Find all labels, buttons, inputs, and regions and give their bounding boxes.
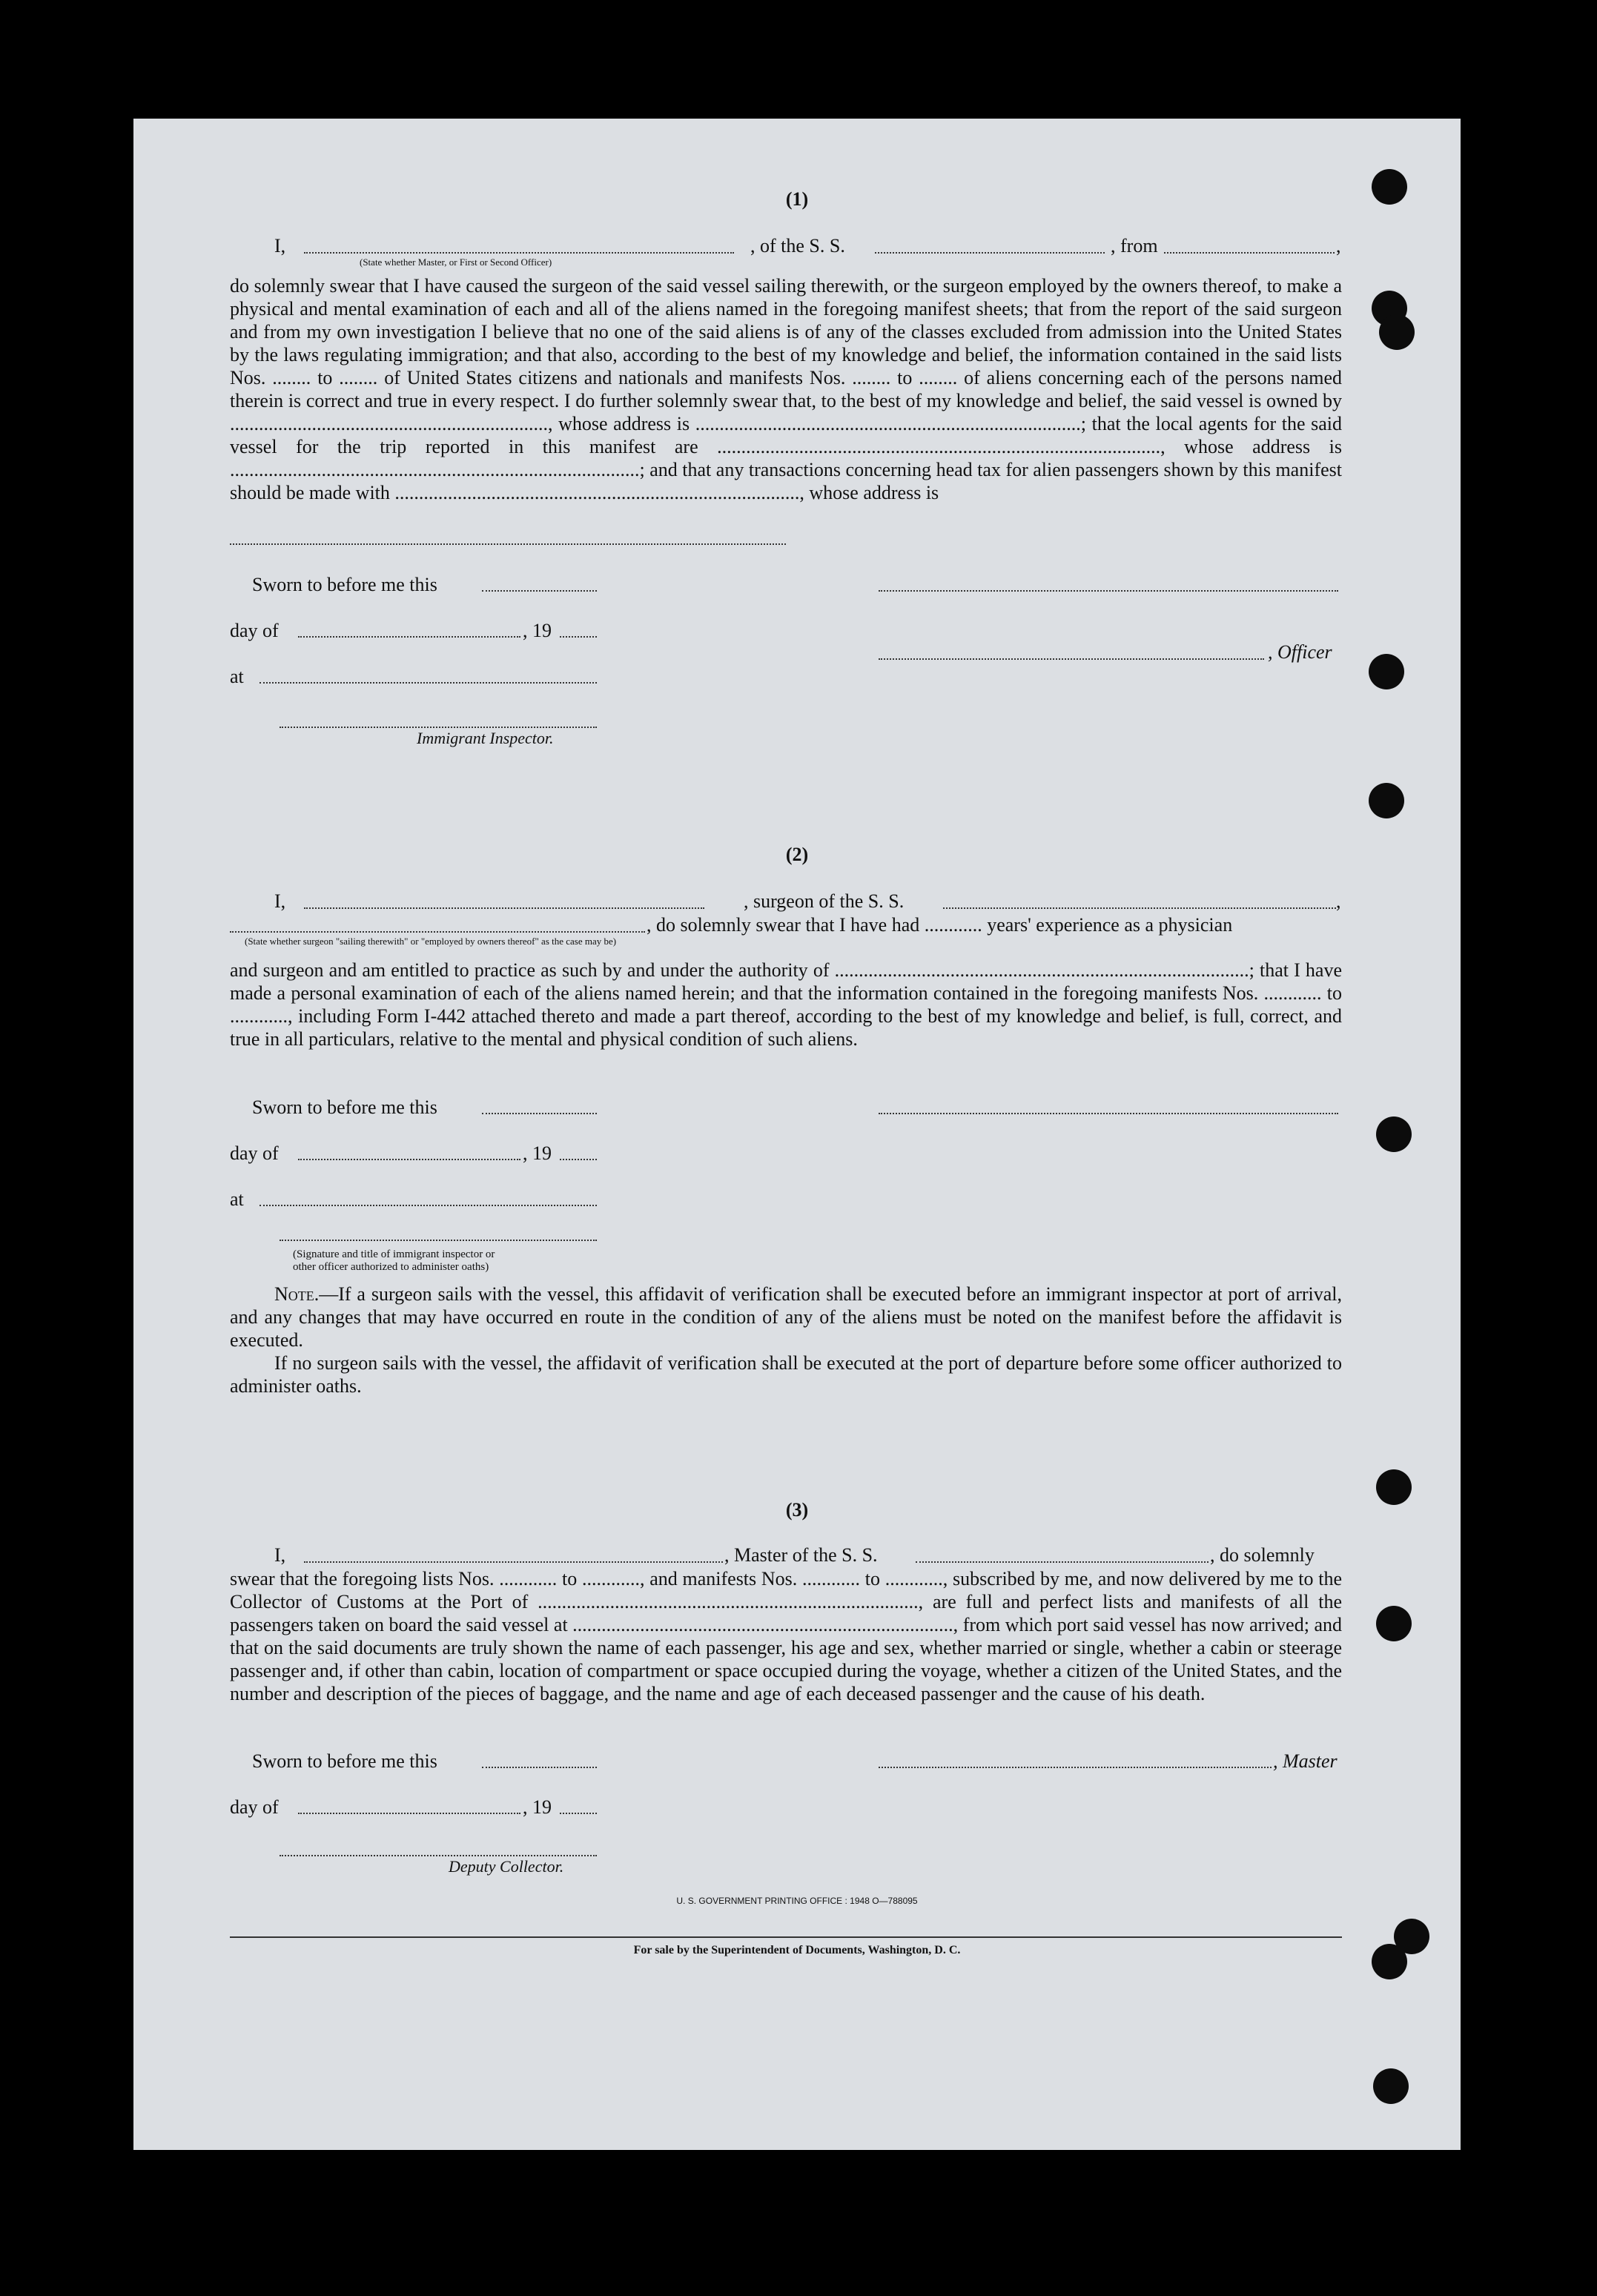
punch-hole <box>1379 314 1415 350</box>
vessel-name-line[interactable] <box>875 252 1105 254</box>
s2-body: and surgeon and am entitled to practice as such by and under the authority of ......................................................................................; that I have made a personal examination of each of the aliens named herein; and that the information contained in the foregoing manifests Nos. ............ to ............, including Form I-442 attached thereto and made a part thereof, according to the best of my knowledge and belief, is full, correct, and true in all particulars, relative to the mental and physical condition of such aliens. <box>230 959 1342 1050</box>
s3-day-of-line[interactable] <box>298 1813 520 1814</box>
s2-line2: , do solemnly swear that I have had ............ years' experience as a physician <box>647 914 1233 936</box>
note-label: Note. <box>274 1283 320 1305</box>
s3-collector: Deputy Collector. <box>449 1857 564 1876</box>
s3-master-name-line[interactable] <box>304 1561 723 1563</box>
note-body: —If a surgeon sails with the vessel, this affidavit of verification shall be executed before an immigrant inspector at port of arrival, and any changes that may have occurred en route in the condition of any of the aliens must be noted on the manifest before the affidavit is executed. <box>230 1283 1342 1351</box>
sworn-day-line[interactable] <box>482 590 597 592</box>
s1-sworn: Sworn to before me this <box>252 574 437 595</box>
s2-at-line[interactable] <box>259 1205 597 1206</box>
s2-vessel-line[interactable] <box>943 907 1336 909</box>
form-sheet: (1) I, , of the S. S. , from , (State whether Master, or First or Second Officer) do solemnly swear that I have caused the surgeon of the said vessel sailing therewith, or the surgeon employed by the owners thereof, to make a physical and mental examination of each and all of the aliens named in the foregoing manifest sheets; that from the report of the said surgeon and from my own investigation I believe that no one of the said aliens is of any of the classes excluded from admission into the United States by the laws regulating immigration; and that also, according to the best of my knowledge and belief, the information contained in the said lists Nos. ........ to ........ of United States citizens and nationals and manifests Nos. ........ to ........ of aliens concerning each of the persons named therein is correct and true in every respect. I do further solemnly swear that, to the best of my knowledge and belief, the said vessel is owned by .................................................................., whose address is ................................................................................; that the local agents for the said vessel for the trip reported in this manifest are ............................................................................................, whose address is .....................................................................................; and that any transactions concerning head tax for alien passengers shown by this manifest should be made with ...................................................................................., whose address is Sworn to before me this day of , 19 , Officer at Immigrant Inspector. (2) I, , surgeon of the S. S. , , do solemnly swear that I have had ............ years' experience as a physician (State whether surgeon "sailing therewith" or "employed by owners thereof" as the case may be) and surgeon and am entitled to practice as such by and under the authority of ......................................................................................; that I have made a personal examination of each of the aliens named herein; and that the information contained in the foregoing manifests Nos. ............ to ............, including Form I-442 attached thereto and made a part thereof, according to the best of my knowledge and belief, is full, correct, and true in all particulars, relative to the mental and physical condition of such aliens. Sworn to before me this day of , 19 at (Signature and title of immigrant inspector or other officer authorized to administer oaths) Note.—If a surgeon sails with the vessel, this affidavit of verification shall be executed before an immigrant inspector at port of arrival, and any changes that may have occurred en route in the condition of any of the aliens must be noted on the manifest before the affidavit is executed. If no surgeon sails with the vessel, the affidavit of verification shall be executed at the port of departure before some officer authorized to administer oaths. (3) I, , Master of the S. S. , do solemnly swear that the foregoing lists Nos. ............ to ............, and manifests Nos. ............ to ............, subscribed by me, and now delivered by me to the Collector of Customs at the Port of ..............................................................................., are full and perfect lists and manifests of all the passengers taken on board the said vessel at ..............................................................................., from which port said vessel has now arrived; and that on the said documents are truly shown the name of each passenger, his age and sex, whether married or single, whether a cabin or steerage passenger and, if other than cabin, location of compartment or space occupied during the voyage, whether a citizen of the United States, and the number and description of the pieces of baggage, and the name and age of each deceased passenger and the cause of his death. Sworn to before me this , Master day of , 19 Deputy Collector. U. S. GOVERNMENT PRINTING OFFICE : 1948 O—788095 For sale by the Superintendent of Documents, Washington, D. C. <box>133 119 1461 2150</box>
s2-day-of-line[interactable] <box>298 1159 520 1160</box>
s3-master: , Master <box>1273 1750 1338 1772</box>
s3-sworn: Sworn to before me this <box>252 1750 437 1772</box>
section-1-heading: (1) <box>785 188 809 210</box>
section-2-heading: (2) <box>785 844 809 865</box>
s3-vessel-line[interactable] <box>916 1561 1209 1563</box>
s2-sworn: Sworn to before me this <box>252 1096 437 1118</box>
s2-inspector-signature-line[interactable] <box>280 1240 597 1241</box>
gpo-imprint: U. S. GOVERNMENT PRINTING OFFICE : 1948 O—788095 <box>676 1896 918 1906</box>
s3-master-of: , Master of the S. S. <box>724 1544 878 1566</box>
master-signature-line[interactable] <box>879 1767 1272 1768</box>
day-of-line[interactable] <box>298 636 520 638</box>
surgeon-name-line[interactable] <box>304 907 704 909</box>
s2-sig-caption-2: other officer authorized to administer oaths) <box>293 1261 489 1273</box>
s1-i: I, <box>274 235 286 257</box>
punch-hole <box>1376 1606 1412 1641</box>
s1-inspector: Immigrant Inspector. <box>417 729 554 747</box>
s2-at: at <box>230 1188 244 1210</box>
punch-hole <box>1376 1116 1412 1152</box>
collector-signature-line[interactable] <box>280 1855 597 1856</box>
s1-body: do solemnly swear that I have caused the surgeon of the said vessel sailing therewith, or the surgeon employed by the owners thereof, to make a physical and mental examination of each and all of the aliens named in the foregoing manifest sheets; that from the report of the said surgeon and from my own investigation I believe that no one of the said aliens is of any of the classes excluded from admission into the United States by the laws regulating immigration; and that also, according to the best of my knowledge and belief, the information contained in the said lists Nos. ........ to ........ of United States citizens and nationals and manifests Nos. ........ to ........ of aliens concerning each of the persons named therein is correct and true in every respect. I do further solemnly swear that, to the best of my knowledge and belief, the said vessel is owned by .................................................................., whose address is ................................................................................; that the local agents for the said vessel for the trip reported in this manifest are ............................................................................................, whose address is .....................................................................................; and that any transactions concerning head tax for alien passengers shown by this manifest should be made with ...................................................................................., whose address is <box>230 275 1342 503</box>
s1-day: day of <box>230 620 279 641</box>
sale-notice: For sale by the Superintendent of Documents, Washington, D. C. <box>633 1944 961 1956</box>
s2-surgeon: , surgeon of the S. S. <box>744 890 905 912</box>
s2-year-line[interactable] <box>560 1159 597 1160</box>
s2-note2: If no surgeon sails with the vessel, the affidavit of verification shall be executed at the port of departure before some officer authorized to administer oaths. <box>230 1352 1342 1397</box>
s2-note <box>230 1283 1342 1352</box>
year-line[interactable] <box>560 636 597 638</box>
surgeon-status-line[interactable] <box>230 931 645 933</box>
address-continuation-line[interactable] <box>230 543 786 545</box>
surgeon-signature-line[interactable] <box>879 1113 1338 1114</box>
punch-hole <box>1369 654 1404 689</box>
inspector-signature-line[interactable] <box>280 727 597 728</box>
master-name-line[interactable] <box>304 252 734 254</box>
s2-i: I, <box>274 890 286 912</box>
punch-hole <box>1373 2068 1409 2104</box>
s2-sig-caption-1: (Signature and title of immigrant inspector or <box>293 1248 495 1260</box>
from-port-line[interactable] <box>1164 252 1335 254</box>
s3-day: day of <box>230 1796 279 1818</box>
s3-body: swear that the foregoing lists Nos. ............ to ............, and manifests Nos. ............ to ............, subscribed by me, and now delivered by me to the Collector of Customs at the Port of ..............................................................................., are full and perfect lists and manifests of all the passengers taken on board the said vessel at ..............................................................................., from which port said vessel has now arrived; and that on the said documents are truly shown the name of each passenger, his age and sex, whether married or single, whether a cabin or steerage passenger and, if other than cabin, location of compartment or space occupied during the voyage, whether a citizen of the United States, and the number and description of the pieces of baggage, and the name and age of each deceased passenger and the cause of his death. <box>230 1568 1342 1704</box>
s1-at: at <box>230 666 244 687</box>
s3-i: I, <box>274 1544 286 1566</box>
s2-day: day of <box>230 1142 279 1164</box>
s1-officer: , Officer <box>1268 641 1332 663</box>
s1-year: , 19 <box>523 620 552 641</box>
s3-year: , 19 <box>523 1796 552 1818</box>
footer-rule <box>230 1936 1342 1938</box>
punch-hole <box>1369 783 1404 818</box>
s3-sworn-day-line[interactable] <box>482 1767 597 1768</box>
s1-of-ss: , of the S. S. <box>750 235 845 257</box>
s3-year-line[interactable] <box>560 1813 597 1814</box>
section-3-heading: (3) <box>785 1499 809 1521</box>
s2-sworn-day-line[interactable] <box>482 1113 597 1114</box>
s3-line1-end: , do solemnly <box>1210 1544 1315 1566</box>
officer-signature-line-2[interactable] <box>879 658 1264 660</box>
s1-from: , from <box>1111 235 1158 257</box>
s2-caption: (State whether surgeon "sailing therewith" or "employed by owners thereof" as the case may be) <box>245 936 617 947</box>
at-place-line[interactable] <box>259 682 597 684</box>
s1-caption: (State whether Master, or First or Second Officer) <box>360 257 552 268</box>
officer-signature-line-1[interactable] <box>879 590 1338 592</box>
s2-year: , 19 <box>523 1142 552 1164</box>
